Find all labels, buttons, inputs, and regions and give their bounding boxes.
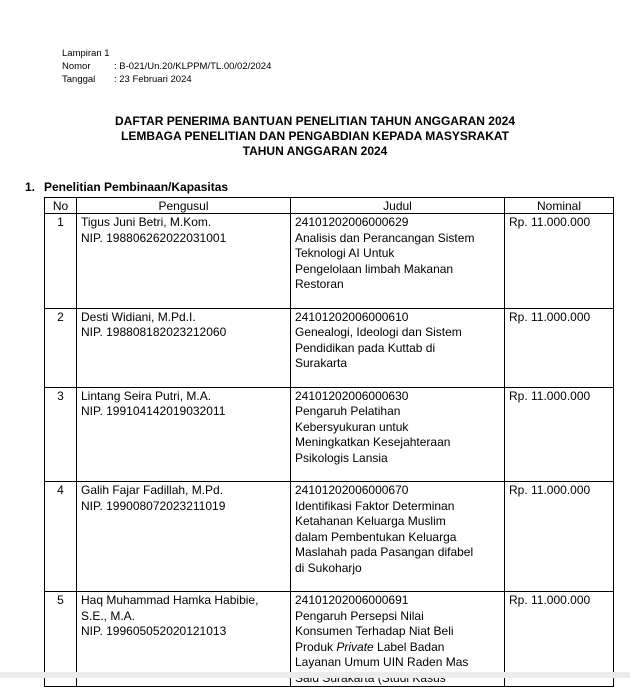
judul-line: Meningkatkan Kesejahteraan — [295, 435, 451, 449]
page-bottom-edge — [0, 672, 630, 678]
judul-line: Konsumen Terhadap Niat Beli — [295, 624, 454, 638]
row-nominal: Rp. 11.000.000 — [505, 308, 614, 387]
table-row — [45, 308, 614, 387]
header-nominal: Nominal — [505, 198, 614, 214]
row-pengusul — [77, 214, 291, 309]
lampiran-label: Lampiran 1 — [62, 48, 110, 59]
judul-line: di Sukoharjo — [295, 560, 362, 575]
title-line-2: LEMBAGA PENELITIAN DAN PENGABDIAN KEPADA MASYSRAKAT — [120, 129, 509, 143]
row-judul — [291, 214, 505, 309]
row-judul — [291, 387, 505, 482]
nomor-value: : B-021/Un.20/KLPPM/TL.00/02/2024 — [114, 61, 272, 72]
row-nominal: Rp. 11.000.000 — [505, 387, 614, 482]
pengusul-name: Galih Fajar Fadillah, M.Pd. — [81, 483, 224, 497]
judul-line: Pengelolaan limbah Makanan — [295, 261, 454, 276]
header-judul: Judul — [291, 198, 505, 214]
table-row — [45, 214, 614, 309]
judul-text: Produk — [295, 639, 337, 654]
row-nominal: Rp. 11.000.000 — [505, 482, 614, 592]
judul-line: Layanan Umum UIN Raden Mas — [295, 655, 469, 669]
row-no: 5 — [45, 592, 77, 687]
document-title — [0, 114, 630, 159]
judul-line: dalam Pembentukan Keluarga — [295, 529, 457, 544]
pengusul-nip: NIP. 198808182023212060 — [81, 325, 227, 339]
tanggal-row — [62, 73, 271, 86]
row-pengusul — [77, 387, 291, 482]
judul-line: Teknologi AI Untuk — [295, 246, 395, 260]
letter-meta — [62, 47, 271, 86]
section-label: Penelitian Pembinaan/Kapasitas — [44, 180, 229, 194]
recipient-table — [44, 197, 614, 687]
table-header-row — [45, 198, 614, 214]
row-no: 3 — [45, 387, 77, 482]
judul-line: Surakarta — [295, 356, 348, 370]
pengusul-nip: NIP. 199008072023211019 — [81, 498, 226, 513]
title-line-3: TAHUN ANGGARAN 2024 — [242, 144, 388, 158]
judul-code: 24101202006000670 — [295, 483, 409, 497]
row-pengusul — [77, 482, 291, 592]
judul-line: Maslahah pada Pasangan difabel — [295, 545, 474, 559]
pengusul-nip: NIP. 198806262022031001 — [81, 230, 227, 245]
judul-line — [295, 640, 500, 656]
judul-code: 24101202006000630 — [295, 388, 409, 403]
pengusul-name: Lintang Seira Putri, M.A. — [81, 388, 212, 403]
judul-line: Restoran — [295, 277, 344, 291]
judul-italic-text: Private — [336, 639, 374, 654]
section-number: 1. — [25, 180, 36, 194]
table-row — [45, 482, 614, 592]
header-no: No — [45, 198, 77, 214]
section-heading — [25, 180, 228, 194]
pengusul-nip: NIP. 199104142019032011 — [81, 404, 226, 418]
judul-text: Label Badan — [373, 639, 445, 654]
pengusul-name: Tigus Juni Betri, M.Kom. — [81, 215, 212, 229]
judul-line: Genealogi, Ideologi dan Sistem — [295, 325, 462, 339]
row-no: 1 — [45, 214, 77, 309]
pengusul-name: Desti Widiani, M.Pd.I. — [81, 309, 196, 324]
tanggal-label: Tanggal — [62, 74, 96, 85]
judul-line: Pengaruh Pelatihan — [295, 404, 401, 418]
row-nominal: Rp. 11.000.000 — [505, 214, 614, 309]
row-nominal: Rp. 11.000.000 — [505, 592, 614, 687]
judul-line: Psikologis Lansia — [295, 450, 388, 465]
nomor-label: Nomor — [62, 61, 91, 72]
pengusul-name: S.E., M.A. — [81, 608, 136, 623]
judul-code: 24101202006000691 — [295, 593, 409, 607]
judul-line: Identifikasi Faktor Determinan — [295, 498, 455, 513]
table-row — [45, 387, 614, 482]
tanggal-value: : 23 Februari 2024 — [114, 74, 192, 85]
pengusul-name: Haq Muhammad Hamka Habibie, — [81, 593, 259, 607]
header-pengusul: Pengusul — [77, 198, 291, 214]
judul-code: 24101202006000610 — [295, 309, 409, 324]
judul-line: Analisis dan Perancangan Sistem — [295, 230, 475, 245]
pengusul-nip: NIP. 199605052020121013 — [81, 624, 227, 638]
row-no: 4 — [45, 482, 77, 592]
judul-line: Ketahanan Keluarga Muslim — [295, 514, 446, 528]
row-no: 2 — [45, 308, 77, 387]
row-judul — [291, 482, 505, 592]
nomor-row — [62, 60, 271, 73]
title-line-1: DAFTAR PENERIMA BANTUAN PENELITIAN TAHUN ANGGARAN 2024 — [114, 114, 515, 128]
judul-line: Kebersyukuran untuk — [295, 419, 409, 434]
judul-line: Pengaruh Persepsi Nilai — [295, 608, 424, 623]
row-pengusul — [77, 308, 291, 387]
judul-code: 24101202006000629 — [295, 215, 409, 229]
judul-line: Pendidikan pada Kuttab di — [295, 340, 436, 355]
row-judul — [291, 308, 505, 387]
